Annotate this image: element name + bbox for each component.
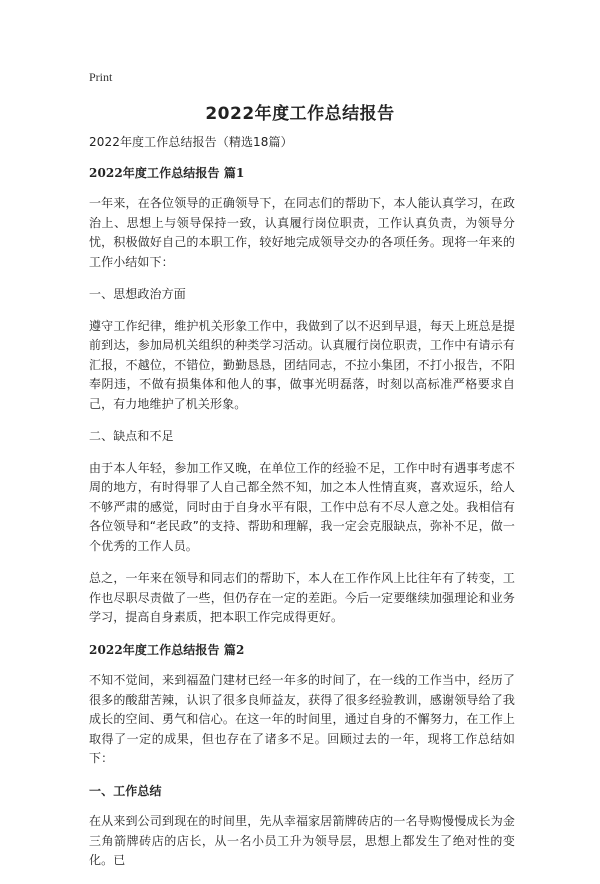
document-body [89, 133, 515, 884]
article-1-heading: 2022年度工作总结报告 篇1 [89, 165, 245, 180]
article-2-section-1-body: 在从来到公司到现在的时间里，先从幸福家居箭牌砖店的一名导购慢慢成长为金三角箭牌砖店的店长，从一名小员工升为领导层，思想上都发生了绝对性的变化。已 [89, 814, 515, 867]
document-title: 2022年度工作总结报告 [205, 104, 395, 124]
article-1-conclusion: 总之，一年来在领导和同志们的帮助下，本人在工作作风上比往年有了转变，工作也尽职尽责做了一些，但仍存在一定的差距。今后一定要继续加强理论和业务学习，提高自身素质，把本职工作完成得更好。 [89, 571, 515, 624]
article-2-section-1-title: 一、工作总结 [89, 783, 162, 798]
document-subtitle: 2022年度工作总结报告（精选18篇） [89, 135, 293, 149]
article-1-section-2-body: 由于本人年轻，参加工作又晚，在单位工作的经验不足，工作中时有遇事考虑不周的地方，有时得罪了人自己都全然不知，加之本人性情直爽，喜欢逗乐，给人不够严肃的感觉，同时由于自身水平有限，工作中总有不尽人意之处。我相信有各位领导和“老民政”的支持、帮助和理解，我一定会克服缺点，弥补不足，做一个优秀的工作人员。 [89, 460, 515, 553]
article-1-section-1-title: 一、思想政治方面 [89, 287, 186, 301]
article-2-heading: 2022年度工作总结报告 篇2 [89, 642, 245, 657]
article-1-intro: 一年来，在各位领导的正确领导下，在同志们的帮助下，本人能认真学习，在政治上、思想上与领导保持一致，认真履行岗位职责，工作认真负责，为领导分忧，积极做好自己的本职工作，较好地完成领导交办的各项任务。现将一年来的工作小结如下： [89, 196, 515, 269]
article-1-section-2-title: 二、缺点和不足 [89, 429, 174, 443]
print-label: Print [89, 70, 113, 84]
article-2-intro: 不知不觉间，来到福盈门建材已经一年多的时间了，在一线的工作当中，经历了很多的酸甜苦辣，认识了很多良师益友，获得了很多经验教训，感谢领导给了我成长的空间、勇气和信心。在这一年的时间里，通过自身的不懈努力，在工作上取得了一定的成果，但也存在了诸多不足。回顾过去的一年，现将工作总结如下： [89, 673, 515, 765]
article-1-section-1-body: 遵守工作纪律，维护机关形象工作中，我做到了以不迟到早退，每天上班总是提前到达，参加局机关组织的种类学习活动。认真履行岗位职责，工作中有请示有汇报，不越位，不错位，勤勤恳恳，团结同志，不拉小集团，不打小报告，不阳奉阴违，不做有损集体和他人的事，做事光明磊落，时刻以高标准严格要求自己，有力地维护了机关形象。 [89, 318, 515, 411]
